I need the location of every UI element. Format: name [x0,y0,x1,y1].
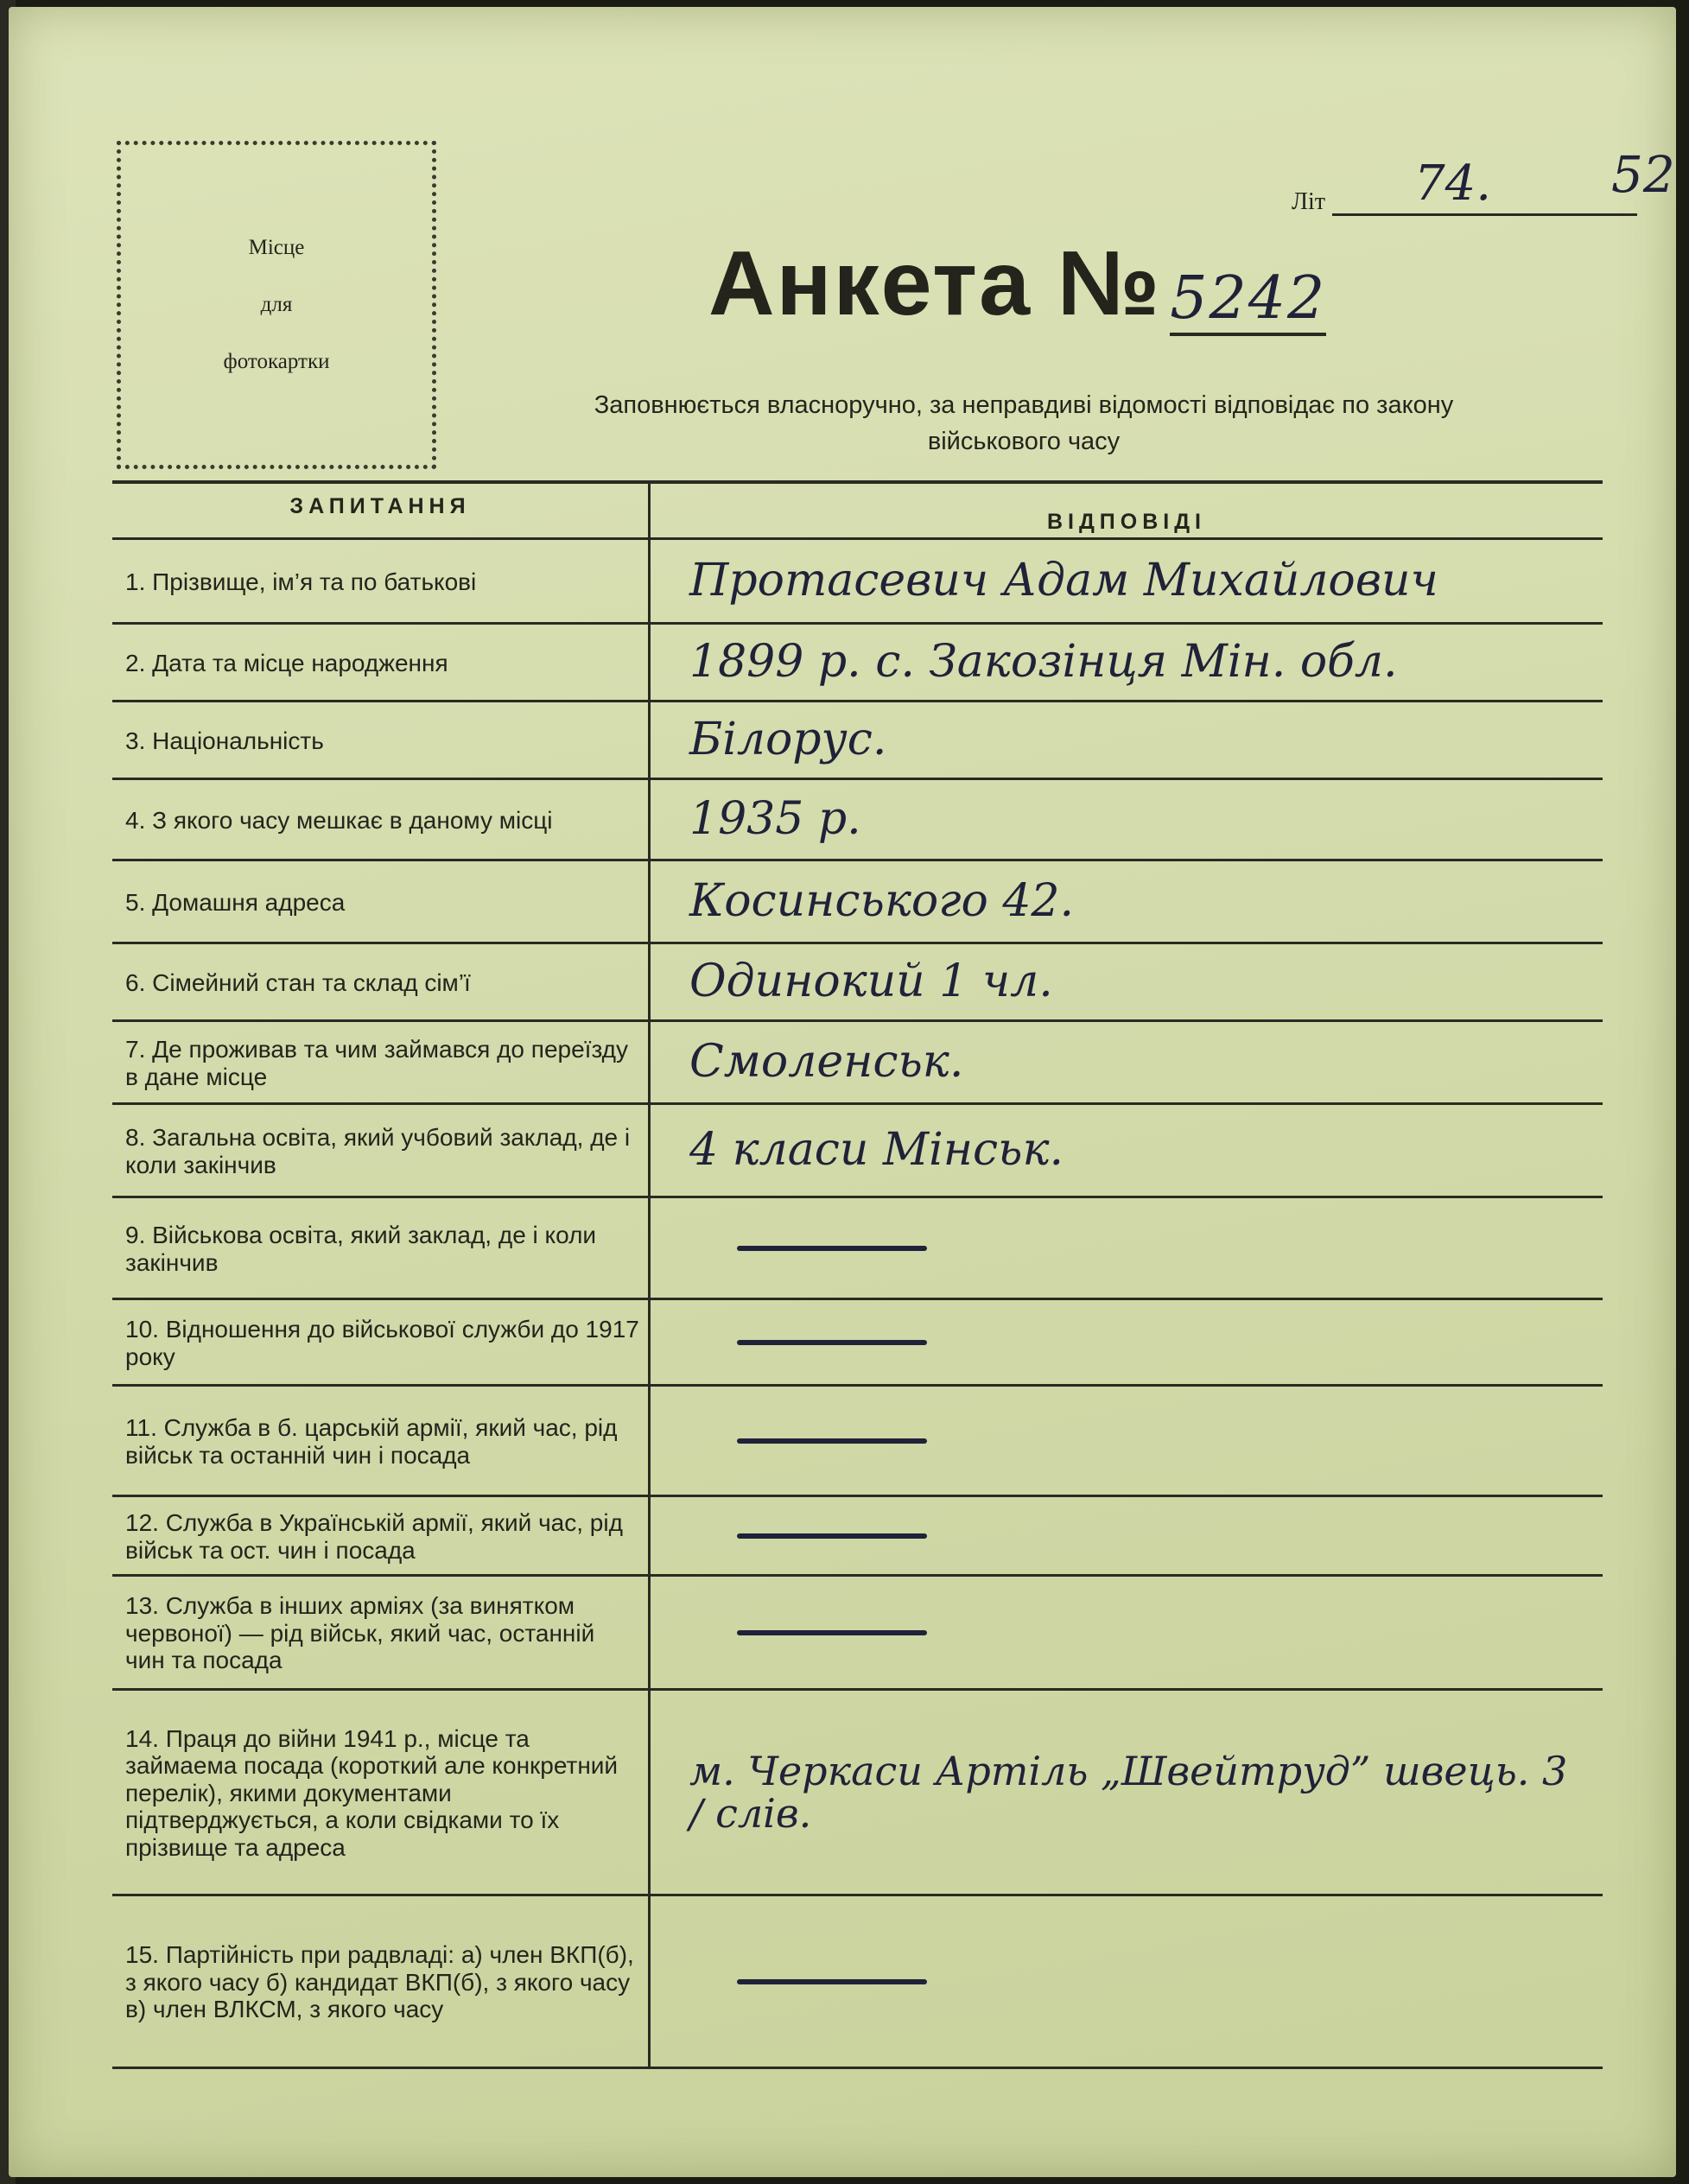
answer-cell [648,861,1603,942]
table-header [112,484,1603,540]
instruction-line-1: Заповнюється власноручно, за неправдиві відомості відповідає по закону [594,391,1454,419]
answer-cell [648,1387,1603,1495]
table-row [112,1300,1603,1387]
answer-text: Білорус. [689,714,887,766]
empty-answer-dash [737,1340,927,1345]
instruction-text [462,387,1585,460]
answer-text: Протасевич Адам Михайлович [689,555,1438,607]
question-cell: 11. Служба в б. царській армії, який час, рід військ та останній чин і посада [125,1414,618,1469]
question-cell: 3. Національність [125,727,324,754]
table-row [112,625,1603,702]
table-row [112,780,1603,861]
table-row [112,1896,1603,2069]
table-row [112,540,1603,625]
page-title [708,232,1326,336]
answer-text: Смоленськ. [689,1036,964,1089]
question-cell: 9. Військова освіта, який заклад, де і коли закінчив [125,1222,597,1276]
empty-answer-dash [737,1246,927,1251]
answer-cell [648,1022,1603,1102]
empty-answer-dash [737,1630,927,1635]
empty-answer-dash [737,1979,927,1984]
answer-text: 1935 р. [689,793,861,846]
answer-text: Одинокий 1 чл. [689,956,1053,1008]
question-cell: 7. Де проживав та чим займався до переїзду в дане місце [125,1036,628,1090]
question-cell: 10. Відношення до військової служби до 1917 року [125,1316,639,1370]
table-row [112,702,1603,780]
answer-cell [648,625,1603,700]
table-row [112,944,1603,1022]
photo-label-line-2: для [260,293,293,316]
photo-label-line-3: фотокартки [223,350,330,373]
header-answers: ВІДПОВІДІ [648,484,1603,537]
photo-placeholder [117,141,436,469]
answer-cell [648,1691,1603,1894]
answer-cell [648,1896,1603,2067]
lit-field [1292,156,1637,216]
table-row [112,1577,1603,1691]
header-questions: ЗАПИТАННЯ [289,494,471,518]
table-row [112,1497,1603,1577]
answer-cell [648,702,1603,778]
answer-cell [648,780,1603,859]
table-row [112,1105,1603,1198]
empty-answer-dash [737,1438,927,1444]
question-cell: 1. Прізвище, ім’я та по батькові [125,568,477,595]
photo-label-line-1: Місце [248,236,305,259]
answer-cell [648,944,1603,1019]
lit-line [1332,156,1637,216]
answer-text: м. Черкаси Артіль „Швейтруд” швець. 3 / слів. [689,1748,1568,1837]
table-row [112,1387,1603,1497]
question-cell: 8. Загальна освіта, який учбовий заклад, де і коли закінчив [125,1124,631,1178]
question-cell: 2. Дата та місце народження [125,649,448,676]
questionnaire-sheet [9,7,1676,2177]
question-cell: 4. З якого часу мешкає в даному місці [125,806,553,834]
answer-text: 1899 р. с. Закозінця Мін. обл. [689,636,1398,689]
question-cell: 12. Служба в Українській армії, який час, рід військ та ост. чин і посада [125,1509,623,1564]
question-cell: 6. Сімейний стан та склад сім’ї [125,968,471,996]
table-row [112,861,1603,944]
answer-cell [648,1497,1603,1574]
answer-cell [648,1198,1603,1298]
question-cell: 14. Праця до війни 1941 р., місце та займаема посада (короткий але конкретний перелік), якими документами підтверджується, а коли свідками то їх прізвище та адреса [125,1725,619,1861]
lit-value: 74. [1414,156,1492,212]
table-row [112,1198,1603,1300]
answer-cell [648,540,1603,622]
empty-answer-dash [737,1533,927,1539]
corner-number: 52 [1611,145,1675,204]
question-cell: 5. Домашня адреса [125,888,346,916]
answer-text: 4 класи Мінськ. [689,1124,1064,1177]
question-cell: 15. Партійність при радвладі: а) член ВКП(б), з якого часу б) кандидат ВКП(б), з якого часу в) член ВЛКСМ, з якого часу [125,1941,634,2023]
answer-cell [648,1577,1603,1688]
questionnaire-table [112,480,1603,2069]
form-number: 5242 [1170,265,1326,336]
title-text: Анкета [708,232,1032,334]
table-row [112,1691,1603,1896]
instruction-line-2: військового часу [927,428,1121,456]
table-row [112,1022,1603,1105]
answer-text: Косинського 42. [689,875,1075,928]
answer-cell [648,1300,1603,1384]
number-sign: № [1057,232,1162,334]
answer-cell [648,1105,1603,1196]
lit-label: Літ [1292,188,1326,215]
question-cell: 13. Служба в інших арміях (за винятком червоної) — рід військ, який час, останній чин та посада [125,1592,595,1674]
